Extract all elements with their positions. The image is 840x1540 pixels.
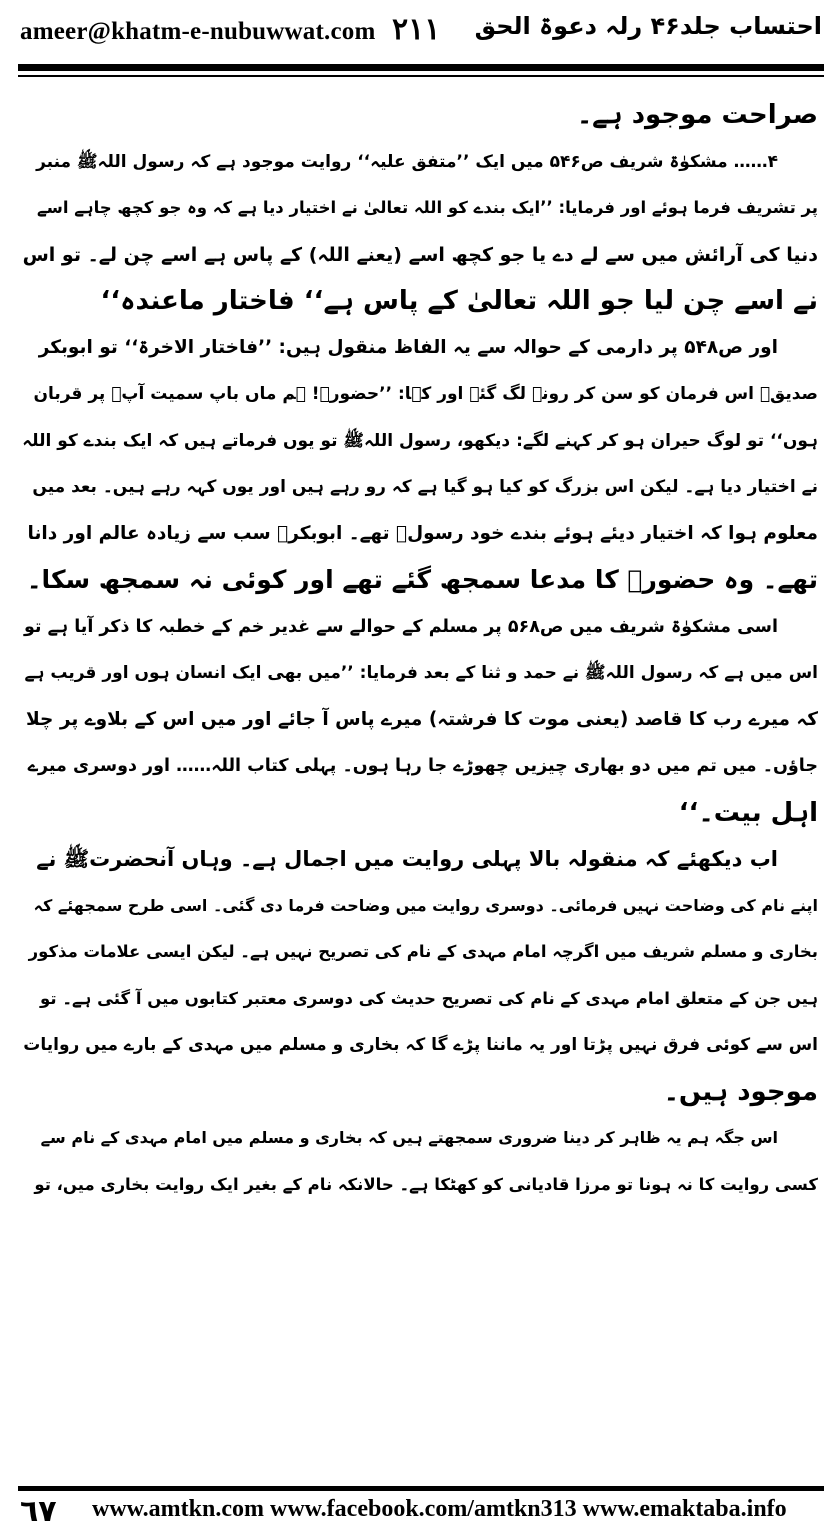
body-text: [22, 92, 818, 1472]
page-header: [0, 0, 840, 96]
header-email: ameer@khatm-e-nubuwwat.com: [20, 18, 376, 45]
text-line: بخاری و مسلم شریف میں اگرچہ امام مہدی کے نام کی تصریح نہیں ہے۔ لیکن ایسی علامات مذکور: [28, 942, 818, 961]
text-line: اہل بیت۔‘‘: [678, 797, 818, 828]
footer-rule: [18, 1486, 824, 1491]
text-line: اس سے کوئی فرق نہیں پڑتا اور یہ ماننا پڑے گا کہ بخاری و مسلم میں مہدی کے بارے میں روایات: [23, 1035, 818, 1055]
text-line: ہیں جن کے متعلق امام مہدی کے نام کی تصریح حدیث کی دوسری معتبر کتابوں میں آ گئی ہے۔ تو: [40, 988, 818, 1008]
text-line: معلوم ہوا کہ اختیار دیئے ہوئے بندے خود رسولﷺ تھے۔ ابوبکرؓ سب سے زیادہ عالم اور دانا: [27, 522, 818, 544]
footer-urls: www.amtkn.com www.facebook.com/amtkn313 www.emaktaba.info: [92, 1496, 787, 1522]
text-line: جاؤں۔ میں تم میں دو بھاری چیزیں چھوڑے جا رہا ہوں۔ پہلی کتاب اللہ…… اور دوسری میرے: [27, 756, 818, 776]
text-line: پر تشریف فرما ہوئے اور فرمایا: ’’ایک بندے کو اللہ تعالیٰ نے اختیار دیا ہے کہ وہ جو کچھ چاہے اسے: [36, 198, 818, 217]
header-rule-thin: [18, 75, 824, 77]
header-page-number: ۲۱۱: [392, 12, 441, 47]
text-line: کہ میرے رب کا قاصد (یعنی موت کا فرشتہ) میرے پاس آ جائے اور میں اس کے بلاوے پر چلا: [26, 708, 818, 730]
text-line: تھے۔ وہ حضورؐ کا مدعا سمجھ گئے تھے اور کوئی نہ سمجھ سکا۔: [26, 565, 818, 594]
text-line: صدیقؓ اس فرمان کو سن کر رونے لگ گئے اور کہا: ’’حضورﷺ! ہم ماں باپ سمیت آپؐ پر قربان: [33, 384, 818, 404]
text-line: ۴…… مشکوٰۃ شریف ص۵۴۶ میں ایک ’’متفق علیہ‘‘ روایت موجود ہے کہ رسول اللہﷺ منبر: [36, 151, 778, 172]
header-book-title: احتساب جلد۴۶ رلہ دعوۃ الحق: [474, 12, 822, 40]
text-line: اور ص۵۴۸ پر دارمی کے حوالہ سے یہ الفاظ منقول ہیں: ’’فاختار الاخرۃ‘‘ تو ابوبکر: [38, 336, 778, 358]
footer-page-number: ٦٧: [20, 1494, 57, 1529]
text-line: نے اختیار دیا ہے۔ لیکن اس بزرگ کو کیا ہو گیا ہے کہ رو رہے ہیں اور یوں کہہ رہے ہیں۔ بعد میں: [32, 477, 818, 497]
text-line: اسی مشکوٰۃ شریف میں ص۵۶۸ پر مسلم کے حوالے سے غدیر خم کے خطبہ کا ذکر آیا ہے تو: [23, 616, 778, 637]
text-line: نے اسے چن لیا جو اللہ تعالیٰ کے پاس ہے‘‘ فاختار ماعندہ‘‘: [100, 286, 818, 316]
text-line: کسی روایت کا نہ ہونا تو مرزا قادیانی کو کھٹکا ہے۔ حالانکہ نام کے بغیر ایک روایت بخاری میں، تو: [34, 1174, 818, 1194]
text-line: اب دیکھئے کہ منقولہ بالا پہلی روایت میں اجمال ہے۔ وہاں آنحضرتﷺ نے: [36, 847, 778, 871]
text-line: اس جگہ ہم یہ ظاہر کر دینا ضروری سمجھتے ہیں کہ بخاری و مسلم میں امام مہدی کے نام سے: [40, 1128, 778, 1147]
text-line: صراحت موجود ہے۔: [576, 100, 818, 130]
text-line: دنیا کی آرائش میں سے لے دے یا جو کچھ اسے (یعنے اللہ) کے پاس ہے اسے چن لے۔ تو اس: [22, 243, 818, 266]
text-line: موجود ہیں۔: [663, 1076, 818, 1107]
text-line: اس میں ہے کہ رسول اللہﷺ نے حمد و ثنا کے بعد فرمایا: ’’میں بھی ایک انسان ہوں اور قریب ہے: [24, 663, 818, 683]
text-line: ہوں‘‘ تو لوگ حیران ہو کر کہنے لگے: دیکھو، رسول اللہﷺ تو یوں فرماتے ہیں کہ ایک بندے کو اللہ: [22, 430, 818, 451]
header-rule-thick: [18, 64, 824, 71]
page-footer: [0, 1484, 840, 1540]
text-line: اپنے نام کی وضاحت نہیں فرمائی۔ دوسری روایت میں وضاحت فرما دی گئی۔ اسی طرح سمجھئے کہ: [33, 895, 818, 915]
